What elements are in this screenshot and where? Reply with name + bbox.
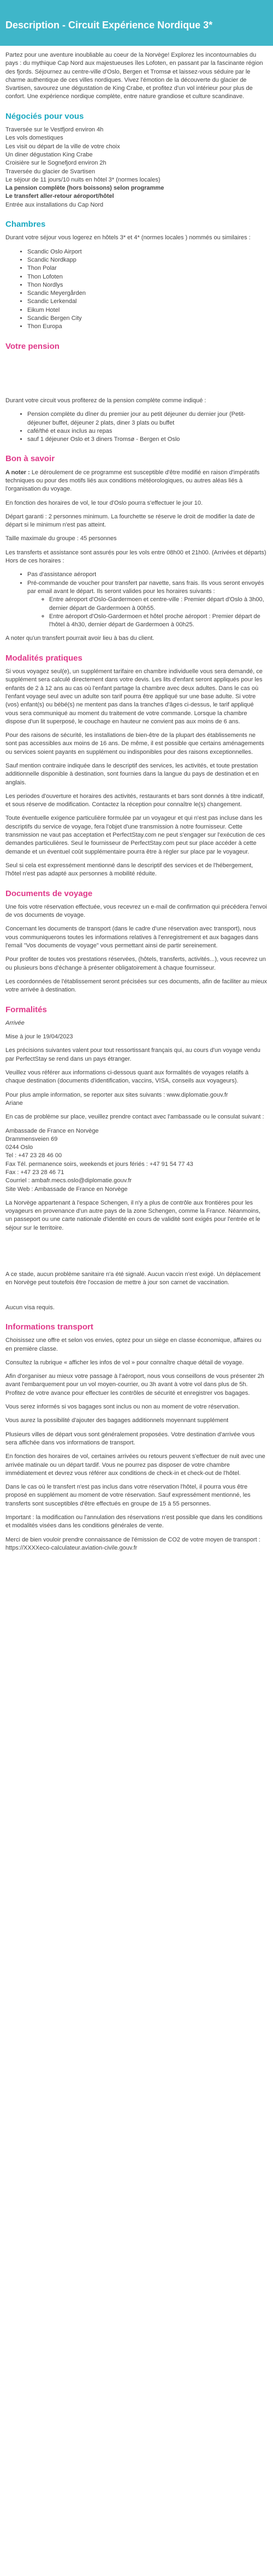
transport-paragraph: Choisissez une offre et selon vos envies, optez pour un siège en classe économique, affaires ou en première classe. xyxy=(5,1337,262,1352)
documents-paragraph: Concernant les documents de transport (dans le cadre d'une réservation avec transport), nous vous communiquerons toutes les informations relatives à l'enregistrement et aux bagages dans l'email "Vos documents de voyage" vous permettant ainsi de partir sereinement. xyxy=(5,926,259,950)
info-paragraph xyxy=(5,469,268,494)
spacer xyxy=(5,1293,268,1304)
info-subitem: ◦ Entre aéroport d'Oslo-Gardermoen et hôtel proche aéroport : Premier départ de l'hôtel à 4h30, dernier départ de Gardermoen à 00h25. xyxy=(49,613,268,630)
pension-item: • Pension complète du dîner du premier jour au petit déjeuner du dernier jour (Petit-déjeuner buffet, déjeuner 2 plats, diner 3 plats ou buffet xyxy=(27,410,268,427)
payment-paragraph: Sauf mention contraire indiquée dans le descriptif des services, les activités, et toute prestation additionnelle disponible à destination, sont fournies dans la langue du pays de destination et en anglais. xyxy=(5,763,259,786)
documents-paragraph: Une fois votre réservation effectuée, vous recevrez un e-mail de confirmation qui précédera l'envoi de vos documents de voyage. xyxy=(5,903,267,919)
note-label: A noter : xyxy=(5,469,30,476)
transport-paragraph: Consultez la rubrique « afficher les infos de vol » pour connaître chaque détail de voyage. xyxy=(5,1359,244,1366)
highlight-item: Traversée du glacier de Svartisen xyxy=(5,168,96,175)
intro-text: Partez pour une aventure inoubliable au coeur de la Norvège! Explorez les incontournables du pays : du mythique Cap Nord aux majestueuses îles Lofoten, en passant par la fascinante région des fjords. Séjournez au centre-ville d'Oslo, Bergen et Tromsø et laissez-vous séduire par le charme authentique de ces villes nordiques. Vivez l'émotion de la découverte du glacier de Svartisen, savourez une dégustation de King Crabe, et profitez d'un vol intérieur pour plus de confort. Une expérience nordique complète, entre nature grandiose et culture scandinave. xyxy=(5,52,263,100)
payment-paragraph: Toute éventuelle exigence particulière formulée par un voyageur et qui n'est pas incluse dans les descriptifs du service de voyage, fera l'objet d'une transmission à notre fournisseur. Cette transmission ne vaut pas acceptation et PerfectStay.com ne peut s'engager sur l'exécution de ces demandes particulières. Seul le fournisseur de PerfectStay.com peut sur place accéder à cette demande et un éventuel coût supplémentaire pourra être à régler sur place par le voyageur. xyxy=(5,815,265,855)
formalities-paragraph: Les précisions suivantes valent pour tout ressortissant français qui, au cours d'un voyage vendu par PerfectStay se rend dans un pays étranger. xyxy=(5,1047,260,1062)
formalities-paragraph: Veuillez vous référer aux informations ci-dessous quant aux formalités de voyages relatifs à chaque destination (documents d'identification, vaccins, VISA, conseils aux voyageurs). xyxy=(5,1069,249,1085)
hotel-item: • Thon Europa xyxy=(27,323,268,331)
formalities-paragraph: En cas de problème sur place, veuillez prendre contact avec l'ambassade ou le consulat suivant : xyxy=(5,1114,264,1121)
pension-item: • café/thé et eaux inclus au repas xyxy=(27,427,268,436)
embassy-line: Drammensveien 69 xyxy=(5,1135,58,1142)
embassy-line: Tel : +47 23 28 46 00 xyxy=(5,1152,62,1159)
highlight-item: Entrée aux installations du Cap Nord xyxy=(5,201,104,208)
highlights-heading: Négociés pour vous xyxy=(5,111,84,121)
info-item-text: Pré-commande de voucher pour transfert par navette, sans frais. Ils vous seront envoyés par email avant le départ. Ils seront valides pour les horaires suivants : xyxy=(27,579,264,595)
payment-paragraph: Seul si cela est expressément mentionné dans le descriptif des services et de l'hébergement, l'hôtel n'est pas adapté aux personnes à mobilité réduite. xyxy=(5,862,253,878)
formalities-heading: Formalités xyxy=(5,1005,47,1014)
transport-paragraph: Afin d'organiser au mieux votre passage à l'aéroport, nous vous conseillons de vous présenter 2h avant l'embarquement pour un vol moyen-courrier, ou 3h avant à votre vol dans plus de 5h. Profitez de votre avance pour effectuer les contrôles de sécurité et enregistrer vos bagages. xyxy=(5,1373,264,1396)
hotel-item: • Scandic Meyergården xyxy=(27,289,268,298)
hotel-item: • Eikum Hotel xyxy=(27,306,268,315)
info-paragraph: Départ garanti : 2 personnes minimum. La fourchette se réserve le droit de modifier la date de départ si le minimum n'est pas atteint. xyxy=(5,513,255,529)
hotel-item: • Scandic Nordkapp xyxy=(27,256,268,264)
page-title: Description - Circuit Expérience Nordique 3* xyxy=(5,20,213,31)
transport-paragraph: En fonction des horaires de vol, certaines arrivées ou retours peuvent s'effectuer de nuit avec une arrivée matinale ou un départ tardif. Vous ne pourrez pas disposer de votre chambre immédiatement et devrez vous référer aux conditions de check-in et check-out de l'hôtel. xyxy=(5,1453,265,1477)
payment-heading: Modalités pratiques xyxy=(5,653,82,663)
note-text: Le déroulement de ce programme est susceptible d'être modifié en raison d'impératifs techniques ou pour des motifs liés aux conditions météorologiques, ou autres aléas liés à l'organisation du voyage. xyxy=(5,469,260,493)
hotel-item: • Thon Polar xyxy=(27,264,268,273)
hotel-item: • Thon Nordlys xyxy=(27,281,268,289)
highlight-item: Croisière sur le Sognefjord environ 2h xyxy=(5,160,106,167)
embassy-block xyxy=(5,1127,268,1194)
formalities-links: Pour plus ample information, se reporter aux sites suivants : www.diplomatie.gouv.fr xyxy=(5,1091,228,1098)
spacer xyxy=(5,1238,268,1271)
info-subitem: ◦ Entre aéroport d'Oslo-Gardermoen et centre-ville : Premier départ d'Oslo à 3h00, dernier départ de Gardermoen à 00h55. xyxy=(49,596,268,613)
info-item: • Pas d'assistance aéroport xyxy=(27,571,268,579)
highlight-item: Les vols domestiques xyxy=(5,135,63,142)
documents-paragraph: Pour profiter de toutes vos prestations réservées, (hôtels, transferts, activités...), vous recevrez un ou plusieurs bons d'échange à présenter obligatoirement à chaque fournisseur. xyxy=(5,956,266,971)
formalities-paragraph xyxy=(5,1091,268,1108)
highlight-item: Le transfert aller-retour aéroport/hôtel xyxy=(5,193,114,200)
formalities-paragraph: Aucun visa requis. xyxy=(5,1304,55,1311)
info-heading: Bon à savoir xyxy=(5,454,55,464)
info-list xyxy=(5,571,268,629)
highlight-item: Les visit ou départ de la ville de votre choix xyxy=(5,143,120,150)
formalities-paragraph: A ce stade, aucun problème sanitaire n'a été signalé. Aucun vaccin n'est exigé. Un déplacement en Norvège peut toutefois être l'occasion de mettre à jour son carnet de vaccination. xyxy=(5,1271,261,1286)
highlight-item: Un diner dégustation King Crabe xyxy=(5,151,93,158)
transport-paragraph: Dans le cas où le transfert n'est pas inclus dans votre réservation l'hôtel, il pourra vous être proposé en supplément au moment de votre réservation. Sauf expressément mentionné, les transferts sont susceptibles d'être effectués en groupe de 15 à 55 personnes. xyxy=(5,1484,251,1507)
highlight-item: Le séjour de 11 jours/10 nuits en hôtel 3* (normes locales) xyxy=(5,176,161,183)
pension-list xyxy=(5,410,268,444)
transport-paragraph: Important : la modification ou l'annulation des réservations n'est possible que dans les conditions et modalités visées dans les conditions générales de vente. xyxy=(5,1514,263,1529)
rooms-intro: Durant votre séjour vous logerez en hôtels 3* et 4* (normes locales ) nommés ou similaires : xyxy=(5,234,251,241)
documents-heading: Documents de voyage xyxy=(5,888,93,898)
info-paragraph: En fonction des horaires de vol, le tour d'Oslo pourra s'effectuer le jour 10. xyxy=(5,499,203,506)
payment-paragraph: Pour des raisons de sécurité, les installations de bien-être de la plupart des établissements ne sont pas accessibles aux moins de 16 ans. De même, il est possible que certains aménagements ou services soient payants en supplément ou indisponibles pour des raisons exceptionnelles. xyxy=(5,732,264,755)
highlights-list xyxy=(5,126,268,209)
highlight-item: Traversée sur le Vestfjord environ 4h xyxy=(5,126,104,134)
transport-paragraph: Merci de bien vouloir prendre connaissance de l'émission de CO2 de votre moyen de transport : https://XXXXeco-calculateur.aviation-civile.gouv.fr xyxy=(5,1536,260,1551)
info-paragraph: Les transferts et assistance sont assurés pour les vols entre 08h00 et 21h00. (Arrivées et départs) Hors de ces horaires : xyxy=(5,549,266,565)
info-paragraph: A noter qu'un transfert pourrait avoir lieu à bas du client. xyxy=(5,635,155,642)
transport-paragraph: Vous aurez la possibilité d'ajouter des bagages additionnels moyennant supplément xyxy=(5,1417,229,1424)
formalities-subheading: Arrivée xyxy=(5,1019,25,1026)
embassy-line: Courriel : ambafr.mecs.oslo@diplomatie.gouv.fr xyxy=(5,1177,132,1184)
payment-paragraph: Si vous voyagez seul(e), un supplément tarifaire en chambre individuelle vous sera demandé, ce supplément sera calculé directement dans votre devis. Les lits d'enfant seront appliqués pour les enfants de 2 à 12 ans au cas où l'enfant partage la chambre avec deux adultes. Dans le cas où l'enfant voyage seul avec un adulte son tarif pourra être appliqué sur une base adulte. Si votre (vos) enfant(s) ou bébé(s) ne mentent pas dans la tranches d'âges ci-dessus, le tarif appliqué vous sera communiqué au moment du traitement de votre commande. Lorsque la chambre dispose d'un lit superposé, le couchage en hauteur ne convient pas aux moins de 6 ans. xyxy=(5,668,263,725)
hotel-item: • Scandic Oslo Airport xyxy=(27,248,268,256)
embassy-line: Fax : +47 23 28 46 71 xyxy=(5,1169,64,1176)
pension-item: • sauf 1 déjeuner Oslo et 3 diners Tromsø - Bergen et Oslo xyxy=(27,436,268,444)
title-banner xyxy=(0,0,273,46)
hotel-list xyxy=(5,248,268,331)
info-item xyxy=(27,579,268,630)
transport-paragraph: Vous serez informés si vos bagages sont inclus ou non au moment de votre réservation. xyxy=(5,1404,240,1411)
highlight-item: La pension complète (hors boissons) selon programme xyxy=(5,185,164,192)
info-sublist xyxy=(27,596,268,629)
embassy-line: Fax Tél. permanence soirs, weekends et jours fériés : +47 91 54 77 43 xyxy=(5,1160,193,1168)
hotel-item: • Scandic Bergen City xyxy=(27,315,268,323)
rooms-heading: Chambres xyxy=(5,220,46,229)
documents-paragraph: Les coordonnées de l'établissement seront précisées sur ces documents, afin de faciliter au mieux votre arrivée à destination. xyxy=(5,978,268,994)
ariane-link[interactable]: Ariane xyxy=(5,1099,23,1106)
pension-heading: Votre pension xyxy=(5,341,60,351)
embassy-line: Ambassade de France en Norvège xyxy=(5,1127,99,1134)
hotel-item: • Thon Lofoten xyxy=(27,273,268,281)
hotel-item: • Scandic Lerkendal xyxy=(27,298,268,306)
formalities-updated: Mise à jour le 19/04/2023 xyxy=(5,1033,73,1041)
info-paragraph: Taille maximale du groupe : 45 personnes xyxy=(5,535,117,542)
content xyxy=(0,46,273,1552)
formalities-paragraph: La Norvège appartenant à l'espace Schengen, il n'y a plus de contrôle aux frontières pour les voyageurs en provenance d'un autre pays de la zone Schengen, comme la France. Néanmoins, un passeport ou une carte nationale d'identité en cours de validité sont exigés pour l'entrée et le séjour sur le territoire. xyxy=(5,1199,260,1231)
embassy-line: 0244 Oslo xyxy=(5,1144,33,1151)
embassy-line: Site Web : Ambassade de France en Norvège xyxy=(5,1186,128,1193)
transport-heading: Informations transport xyxy=(5,1322,93,1332)
pension-intro: Durant votre circuit vous profiterez de la pension complète comme indiqué : xyxy=(5,397,206,404)
spacer xyxy=(5,356,268,397)
payment-paragraph: Les periodes d'ouverture et horaires des activités, restaurants et bars sont donnés à titre indicatif, et sous réserve de modification. Contactez la réception pour connaître le(s) changement. xyxy=(5,793,265,808)
transport-paragraph: Plusieurs villes de départ vous sont généralement proposées. Votre destination d'arrivée vous sera affichée dans vos informations de transport. xyxy=(5,1431,255,1446)
